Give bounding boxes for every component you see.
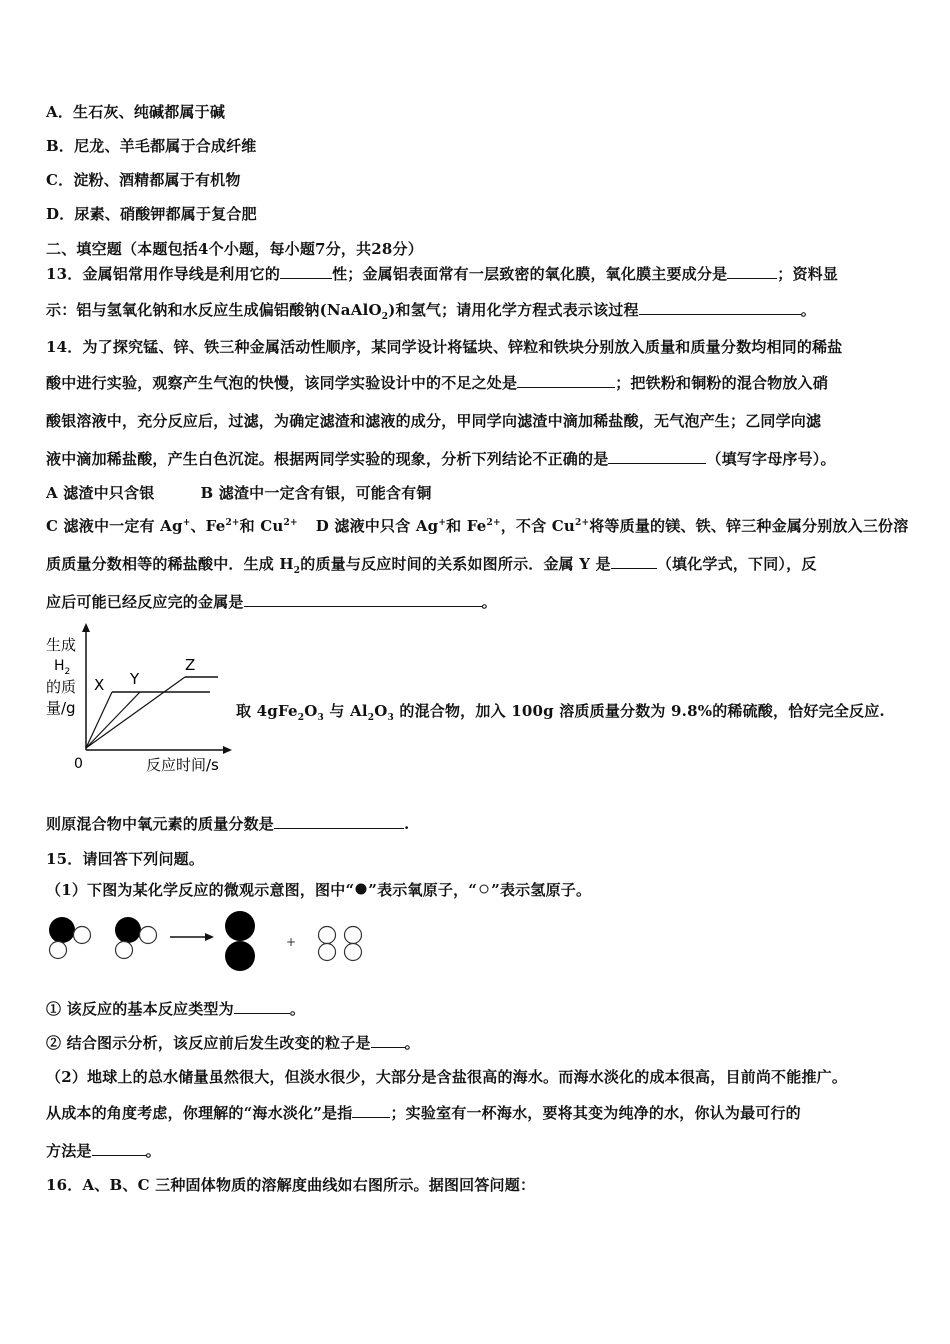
- q14-option-c: 、Fe: [190, 517, 226, 535]
- answer-blank[interactable]: [274, 814, 404, 829]
- series-label-x: X: [94, 676, 105, 694]
- q15-title: 15．请回答下列问题。: [46, 850, 205, 868]
- q13-text: ；资料显: [777, 265, 839, 283]
- water-molecule-2: [115, 917, 157, 959]
- hydrogen-molecules: [319, 927, 362, 961]
- superscript: 2+: [486, 518, 501, 528]
- subscript: 2: [293, 566, 301, 576]
- answer-blank[interactable]: [611, 554, 657, 569]
- q13-line2: [46, 299, 816, 322]
- hydrogen-atom-icon: [477, 882, 491, 896]
- q15-part1: （1）下图为某化学反应的微观示意图，图中“ ”表示氧原子，“ ”表示氢原子。: [46, 881, 592, 899]
- option-b: B．尼龙、羊毛都属于合成纤维: [46, 137, 257, 155]
- q15-part2-end: 方法是 。: [46, 1142, 161, 1160]
- line-y: [86, 692, 140, 748]
- x-axis-arrow-icon: [223, 746, 232, 754]
- q14-options-cd: [46, 515, 908, 536]
- q15-sub1: ① 该反应的基本反应类型为 。: [46, 1000, 306, 1018]
- q13-text: 13．金属铝常用作导线是利用它的: [46, 265, 281, 283]
- q14-option-c: C 滤液中一定有 Ag: [46, 517, 183, 535]
- y-axis-arrow-icon: [82, 623, 90, 632]
- q13-text: 性；金属铝表面常有一层致密的氧化膜，氧化膜主要成分是: [332, 265, 728, 283]
- q14-option-d: ，不含 Cu: [500, 517, 576, 535]
- q15-part2-cont: 从成本的角度考虑，你理解的“海水淡化”是指 ；实验室有一杯海水，要将其变为纯净的水，你认为最可行的: [46, 1104, 801, 1122]
- option-d: D．尿素、硝酸钾都属于复合肥: [46, 205, 257, 223]
- answer-blank[interactable]: [639, 300, 801, 315]
- oxygen-atom-icon: [354, 882, 368, 896]
- reaction-micro-diagram: [40, 906, 380, 982]
- y-label: 的质: [46, 678, 77, 696]
- q14-text: 将等质量的镁、铁、锌三种金属分别放入三份溶: [589, 517, 909, 535]
- q14-line2: [46, 372, 828, 393]
- superscript: +: [182, 518, 191, 528]
- superscript: 2+: [283, 518, 298, 528]
- answer-blank[interactable]: [234, 999, 290, 1014]
- fe2o3-problem: 取 $4gFe_2O_3$ 与 $Al_2O_3$ 的混合物，加入 100g 溶质质量分数为 9.8%的稀硫酸，恰好完全反应.: [236, 702, 885, 723]
- q15-part2: （2）地球上的总水储量虽然很大，但淡水很少，大部分是含盐很高的海水。而海水淡化的成本很高，目前尚不能推广。: [46, 1068, 848, 1086]
- q13-text: 。: [800, 301, 816, 319]
- answer-blank[interactable]: [727, 264, 777, 279]
- q13-line1: [46, 263, 838, 284]
- q14-line3: 酸银溶液中，充分反应后，过滤，为确定滤渣和滤液的成分，甲同学向滤渣中滴加稀盐酸，无气泡产生；乙同学向滤: [46, 412, 822, 430]
- y-label: $H_2$: [54, 658, 71, 677]
- q14-text: 质质量分数相等的稀盐酸中．生成 H: [46, 555, 294, 573]
- q14-options-ab: [46, 482, 432, 503]
- q14-text: 应后可能已经反应完的金属是: [46, 593, 244, 611]
- oxygen-fraction-line: 则原混合物中氧元素的质量分数是 .: [46, 815, 410, 833]
- reaction-graph: [40, 620, 240, 780]
- q13-text: 示：铝与氢氧化钠和水反应生成偏铝酸钠(NaAlO: [46, 301, 382, 319]
- q16-title: 16．A、B、C 三种固体物质的溶解度曲线如右图所示。据图回答问题：: [46, 1176, 536, 1194]
- q14-option-c: 和 Cu: [239, 517, 284, 535]
- answer-blank[interactable]: [608, 449, 706, 464]
- oxygen-molecule: [225, 911, 255, 971]
- origin-label: 0: [74, 756, 83, 772]
- q14-option-d: 和 Fe: [446, 517, 487, 535]
- q14-option-d: D 滤液中只含 Ag: [315, 517, 439, 535]
- superscript: +: [438, 518, 447, 528]
- answer-blank[interactable]: [244, 592, 482, 607]
- q14-text: 。: [481, 593, 497, 611]
- line-x: [86, 692, 112, 748]
- x-label: 反应时间/s: [146, 756, 219, 774]
- answer-blank[interactable]: [352, 1103, 390, 1118]
- q14-text: （填化学式，下同），反: [656, 555, 817, 573]
- superscript: 2+: [225, 518, 240, 528]
- subscript: 2: [381, 312, 389, 322]
- q14-text: 酸中进行实验，观察产生气泡的快慢，该同学实验设计中的不足之处是: [46, 374, 518, 392]
- series-label-z: Z: [185, 656, 196, 674]
- option-c: C．淀粉、酒精都属于有机物: [46, 171, 241, 189]
- y-label: 生成: [46, 636, 77, 654]
- option-a: A．生石灰、纯碱都属于碱: [46, 103, 226, 121]
- arrow-icon: [170, 933, 214, 941]
- y-label: 量/g: [46, 699, 76, 717]
- q14-line7: [46, 553, 817, 576]
- q14-text: 液中滴加稀盐酸，产生白色沉淀。根据两同学实验的现象，分析下列结论不正确的是: [46, 450, 609, 468]
- plus-sign: +: [286, 935, 297, 949]
- q14-option-a: A 滤渣中只含银: [46, 484, 155, 502]
- q14-text: （填写字母序号）。: [706, 450, 836, 468]
- q15-sub2: ② 结合图示分析，该反应前后发生改变的粒子是 。: [46, 1034, 420, 1052]
- answer-blank[interactable]: [517, 373, 615, 388]
- series-label-y: Y: [130, 670, 140, 688]
- answer-blank[interactable]: [280, 264, 332, 279]
- q14-text: 的质量与反应时间的关系如图所示．金属 Y 是: [300, 555, 611, 573]
- q14-text: ；把铁粉和铜粉的混合物放入硝: [615, 374, 829, 392]
- q14-line8: [46, 591, 497, 612]
- q14-line4: [46, 448, 836, 469]
- q13-text: )和氢气；请用化学方程式表示该过程: [388, 301, 639, 319]
- section-heading: 二、填空题（本题包括4个小题，每小题7分，共28分）: [46, 240, 423, 258]
- q14-option-b: B 滤渣中一定含有银，可能含有铜: [200, 484, 432, 502]
- water-molecule-1: [49, 917, 91, 959]
- answer-blank[interactable]: [92, 1141, 146, 1156]
- superscript: 2+: [575, 518, 590, 528]
- q14-line1: 14．为了探究锰、锌、铁三种金属活动性顺序，某同学设计将锰块、锌粒和铁块分别放入质量和质量分数均相同的稀盐: [46, 338, 843, 356]
- answer-blank[interactable]: [371, 1033, 405, 1048]
